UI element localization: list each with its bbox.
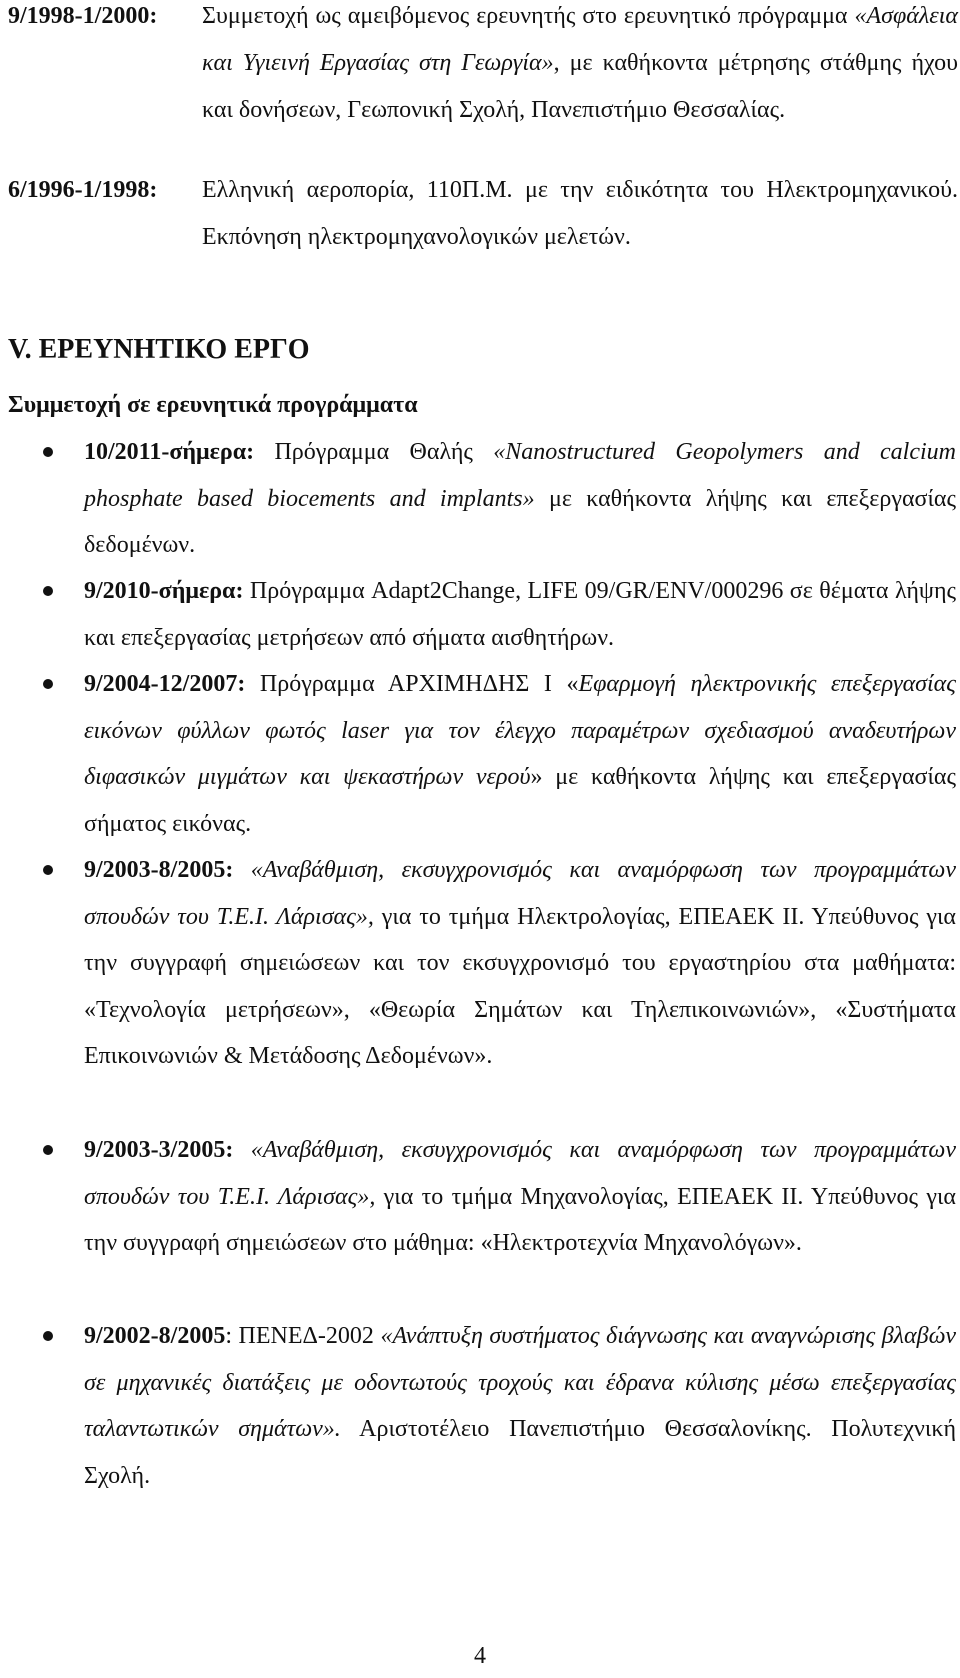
project-title: Εφαρμογή ηλεκτρονικής επεξεργασίας εικόνων φύλλων φωτός laser για τον έλεγχο παραμέτρων σχεδιασμού αναδευτήρων διφασικών μιγμάτων και ψεκαστήρων νερού xyxy=(84,671,957,790)
project-description xyxy=(84,568,956,661)
employment-text: , με καθήκοντα μέτρησης στάθμης ήχου και δονήσεων, Γεωπονική Σχολή, Πανεπιστήμιο Θεσσαλίας. xyxy=(202,50,959,123)
project-text: : ΠΕΝΕΔ-2002 xyxy=(225,1323,381,1349)
project-date: 10/2011-σήμερα: xyxy=(84,439,255,465)
bullet-icon xyxy=(43,447,53,457)
project-text: Αριστοτέλειο Πανεπιστήμιο Θεσσαλονίκης. Πολυτεχνική Σχολή. xyxy=(84,1416,956,1489)
employment-program-title: «Ασφάλεια και Υγιεινή Εργασίας στη Γεωργία» xyxy=(202,3,958,76)
project-text: Πρόγραμμα ΑΡΧΙΜΗΔΗΣ Ι « xyxy=(245,671,579,697)
project-text: » με καθήκοντα λήψης και επεξεργασίας σήματος εικόνας. xyxy=(84,764,957,837)
project-title: «Αναβάθμιση, εκσυγχρονισμός και αναμόρφωση των προγραμμάτων σπουδών του Τ.Ε.Ι. Λάρισας», xyxy=(84,1137,956,1210)
project-description xyxy=(84,661,956,847)
project-text: για το τμήμα Ηλεκτρολογίας, ΕΠΕΑΕΚ ΙΙ. Υπεύθυνος για την συγγραφή σημειώσεων και τον εκσυγχρονισμό του εργαστηρίου στα μαθήματα: «Τεχνολογία μετρήσεων», «Θεωρία Σημάτων και Τηλεπικοινωνιών», «Συστήματα Επικοινωνιών & Μετάδοσης Δεδομένων». xyxy=(84,903,956,1069)
bullet-icon xyxy=(43,865,53,875)
project-text xyxy=(233,1137,250,1163)
employment-description xyxy=(202,167,958,261)
project-text xyxy=(233,857,250,883)
employment-date: 9/1998-1/2000: xyxy=(8,3,158,29)
project-text: Πρόγραμμα Adapt2Change, LIFE 09/GR/ENV/000296 σε θέματα λήψης και επεξεργασίας μετρήσεων από σήματα αισθητήρων. xyxy=(84,578,956,651)
employment-description xyxy=(202,0,958,134)
section-title: V. ΕΡΕΥΝΗΤΙΚΟ ΕΡΓΟ xyxy=(8,334,310,365)
project-description xyxy=(84,1313,956,1499)
bullet-icon xyxy=(43,586,53,596)
project-text: με καθήκοντα λήψης και επεξεργασίας δεδομένων. xyxy=(84,485,957,558)
project-title: «Ανάπτυξη συστήματος διάγνωσης και αναγνώρισης βλαβών σε μηχανικές διατάξεις με οδοντωτούς τροχούς και έδρανα κύλισης μέσω επεξεργασίας ταλαντωτικών σημάτων». xyxy=(84,1323,957,1442)
page-number: 4 xyxy=(474,1643,486,1669)
project-title: «Αναβάθμιση, εκσυγχρονισμός και αναμόρφωση των προγραμμάτων σπουδών του Τ.Ε.Ι. Λάρισας», xyxy=(84,857,956,930)
project-text: Πρόγραμμα Θαλής xyxy=(254,439,494,465)
employment-text: Ελληνική αεροπορία, 110Π.Μ. με την ειδικότητα του Ηλεκτρομηχανικού. Εκπόνηση ηλεκτρομηχανολογικών μελετών. xyxy=(202,177,958,250)
project-date: 9/2003-3/2005: xyxy=(84,1137,234,1163)
project-date: 9/2004-12/2007: xyxy=(84,671,246,697)
project-text: για το τμήμα Μηχανολογίας, ΕΠΕΑΕΚ ΙΙ. Υπεύθυνος για την συγγραφή σημειώσεων στο μάθημα: «Ηλεκτροτεχνία Μηχανολόγων». xyxy=(84,1183,956,1256)
project-title: «Nanostructured Geopolymers and calcium phosphate based biocements and implants» xyxy=(84,439,956,512)
employment-date: 6/1996-1/1998: xyxy=(8,177,158,203)
project-date: 9/2010-σήμερα: xyxy=(84,578,244,604)
project-description xyxy=(84,1127,956,1267)
bullet-icon xyxy=(43,679,53,689)
section-subtitle: Συμμετοχή σε ερευνητικά προγράμματα xyxy=(8,392,418,418)
project-date: 9/2002-8/2005 xyxy=(84,1323,226,1349)
bullet-icon xyxy=(43,1331,53,1341)
employment-text: Συμμετοχή ως αμειβόμενος ερευνητής στο ερευνητικό πρόγραμμα xyxy=(202,3,855,29)
project-description xyxy=(84,847,956,1080)
project-date: 9/2003-8/2005: xyxy=(84,857,234,883)
project-description xyxy=(84,429,956,569)
bullet-icon xyxy=(43,1145,53,1155)
